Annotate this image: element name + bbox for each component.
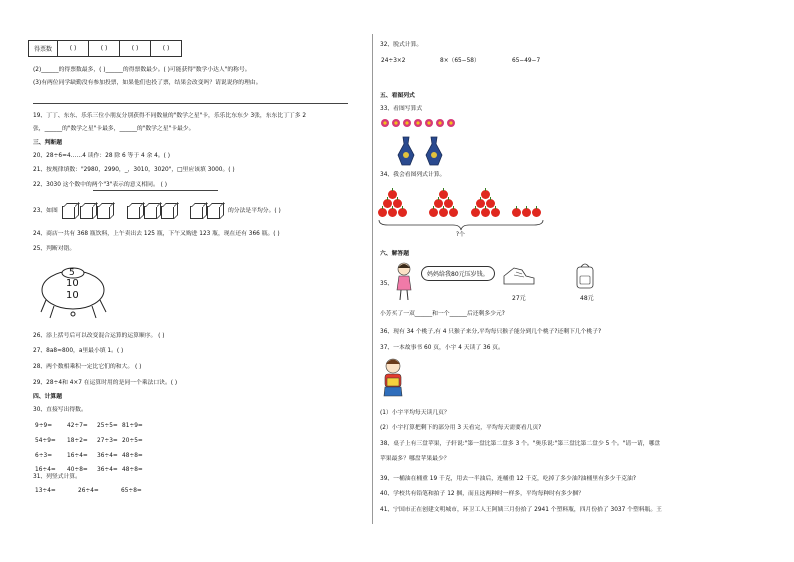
question-37-part1: (1）小宇平均每天读几页？ xyxy=(380,410,450,416)
cube-icon xyxy=(190,206,203,219)
underline xyxy=(93,190,218,191)
girl-illustration xyxy=(394,262,414,302)
apple-icon xyxy=(439,190,448,199)
backpack-icon xyxy=(574,263,596,289)
apple-icon xyxy=(439,208,448,217)
question-38-line1: 38、桌子上有三盘苹果，子轩说:"第一盘比第二盘多 3 个。"奥乐说:"第三盘比第二盘少 5 个。"请一请，哪盘 xyxy=(380,441,661,447)
question-23-end: 的分法是平均分。( ) xyxy=(228,208,281,214)
vote-table xyxy=(28,40,182,57)
question-35: 35、 xyxy=(380,281,394,287)
shoe-icon xyxy=(502,264,536,286)
calc-item: 25÷5= xyxy=(97,423,118,429)
apple-icon xyxy=(378,208,387,217)
apple-icon xyxy=(486,199,495,208)
cube-icon xyxy=(97,206,110,219)
question-38-line2: 苹果最多？哪盘苹果最少？ xyxy=(380,456,450,462)
calc-item: 36÷4= xyxy=(97,467,118,473)
section-judge: 三、判断题 xyxy=(33,140,62,146)
total-brace xyxy=(378,219,544,231)
question-20: 20、28÷6=4……4 读作：28 除 6 等于 4 余 4。( ) xyxy=(33,153,171,159)
column-divider xyxy=(372,34,373,524)
question-21: 21、按规律填数："2980，2990，_，3010，3020"，□里应该填 3000。( ) xyxy=(33,167,235,173)
section-answer: 六、解答题 xyxy=(380,251,409,257)
ladybug-number-mid: 10 xyxy=(66,278,79,289)
apple-icon xyxy=(434,199,443,208)
question-2: (2)______的得票数最多，( )______的得票数最少。( )可能获得"数学小达人"的称号。 xyxy=(33,67,251,73)
question-39: 39、一桶油在桶重 19 千克，用去一半油后，连桶重 12 千克，吃掉了多少油?油桶里有多少千克油? xyxy=(380,476,636,482)
vase-icon xyxy=(396,137,416,167)
apple-icon xyxy=(444,199,453,208)
question-24: 24、商店一共有 368 瓶饮料，上午卖出去 125 瓶，下午又购进 123 瓶，现在还有 366 瓶。( ) xyxy=(33,231,280,237)
question-40: 40、学校共有铅笔和拍子 12 捆，而且这两种时一样多，平均每种时有多少捆？ xyxy=(380,491,584,497)
answer-line xyxy=(33,103,348,104)
apple-icon xyxy=(388,208,397,217)
question-36: 36、现有 34 个桃子,有 4 只猴子来分,平均每只猴子能分到几个桃子?还剩下几个桃子? xyxy=(380,329,602,335)
ladybug-number-bottom: 10 xyxy=(66,290,79,301)
question-22: 22、3030 这个数中的两个"3"表示的意义相同。 ( ) xyxy=(33,182,167,188)
apple-icon xyxy=(491,208,500,217)
question-32: 32、脱式计算。 xyxy=(380,42,423,48)
section-calc: 四、计算题 xyxy=(33,394,62,400)
apple-icon xyxy=(532,208,541,217)
question-37-part2: (2）小宇打算把剩下的部分用 3 天看完，平均每天需要看几页? xyxy=(380,425,542,431)
table-cell: ( ) xyxy=(120,41,151,57)
cube-icon xyxy=(144,206,157,219)
calc-item: 18÷2= xyxy=(67,438,88,444)
boy-reading-illustration xyxy=(380,358,406,398)
question-3: (3)有两位同学缺勤没有参加投票，如果他们也投了票，结果会改变吗？请说说你的理由。 xyxy=(33,80,262,86)
apple-icon xyxy=(471,208,480,217)
cube-icon xyxy=(80,206,93,219)
calc-item: 81÷9= xyxy=(122,423,143,429)
calc-item: 16÷4= xyxy=(67,453,88,459)
total-label: ?个 xyxy=(456,232,465,238)
question-19-line1: 19、丁丁、东东、乐乐三位小朋友分别获得不同数量的"数学之星"卡，乐乐比东东少 3张，东东比丁丁多 2 xyxy=(33,113,307,119)
question-34: 34、我会看图列式计算。 xyxy=(380,172,446,178)
calc-item: 48÷8= xyxy=(122,453,143,459)
cube-icon xyxy=(62,206,75,219)
cube-icon xyxy=(161,206,174,219)
flower-row xyxy=(380,117,460,130)
apple-icon xyxy=(398,208,407,217)
table-cell: ( ) xyxy=(89,41,120,57)
question-25: 25、判断对错。 xyxy=(33,246,76,252)
calc-item: 16÷4= xyxy=(35,467,56,473)
cube-icon xyxy=(207,206,220,219)
calc-item: 42÷7= xyxy=(67,423,88,429)
apple-icon xyxy=(481,190,490,199)
calc-item: 48÷8= xyxy=(122,467,143,473)
apple-icon xyxy=(522,208,531,217)
apple-icon xyxy=(383,199,392,208)
apple-icon xyxy=(449,208,458,217)
question-37: 37、一本故事书 60 页，小宇 4 天读了 36 页。 xyxy=(380,345,504,351)
expression-item: 24÷3×2 xyxy=(381,58,406,64)
table-cell: ( ) xyxy=(151,41,182,57)
section-picture: 五、看图列式 xyxy=(380,93,415,99)
question-19-line2: 张，______的"数学之星"卡最多，______的"数学之星"卡最少。 xyxy=(33,126,195,132)
calc-item: 27÷3= xyxy=(97,438,118,444)
ladybug-number-top: 5 xyxy=(69,268,75,278)
speech-bubble: 妈妈给我80元压岁钱。 xyxy=(421,266,495,281)
cube-icon xyxy=(127,206,140,219)
apple-icon xyxy=(393,199,402,208)
expression-item: 8×（65−58） xyxy=(440,58,480,64)
question-28: 28、两个数相乘积一定比它们的和大。 ( ) xyxy=(33,364,142,370)
backpack-price: 48元 xyxy=(580,295,594,302)
apple-icon xyxy=(388,190,397,199)
question-35-text: 小芳买了一双______和一个______后还剩多少元? xyxy=(380,311,505,317)
apple-icon xyxy=(512,208,521,217)
calc-item: 6÷3= xyxy=(35,453,53,459)
calc-item: 54÷9= xyxy=(35,438,56,444)
apple-icon xyxy=(476,199,485,208)
table-row-label: 得票数 xyxy=(29,41,58,57)
shoe-price: 27元 xyxy=(512,295,526,302)
calc-item: 36÷4= xyxy=(97,453,118,459)
question-23-start: 23、如图 xyxy=(33,208,58,214)
expression-item: 65−49−7 xyxy=(512,58,541,64)
question-29: 29、28÷4和 4×7 在运算时用的是同一个乘法口诀。( ) xyxy=(33,380,178,386)
calc-item: 20÷5= xyxy=(122,438,143,444)
calc-item: 40÷8= xyxy=(67,467,88,473)
vertical-calc-item: 65÷8= xyxy=(121,488,142,494)
vertical-calc-item: 13÷4= xyxy=(35,488,56,494)
question-31: 31、列竖式计算。 xyxy=(33,474,81,480)
table-cell: ( ) xyxy=(58,41,89,57)
question-41: 41、宁国市正在创建文明城市，环卫工人王阿姨三月份拾了 2941 个塑料瓶，四月份拾了 3037 个塑料瓶。王 xyxy=(380,507,662,513)
question-26: 26、添上括号后可以改变混合运算的运算顺序。 ( ) xyxy=(33,333,165,339)
vase-icon xyxy=(424,137,444,167)
question-33: 33、看图写算式 xyxy=(380,106,423,112)
vertical-calc-item: 26÷4= xyxy=(78,488,99,494)
apple-icon xyxy=(429,208,438,217)
apple-icon xyxy=(481,208,490,217)
question-30: 30、直接写出得数。 xyxy=(33,407,87,413)
calc-item: 9÷9= xyxy=(35,423,53,429)
question-27: 27、8a8≈800，a里最小填 1。( ) xyxy=(33,348,124,354)
